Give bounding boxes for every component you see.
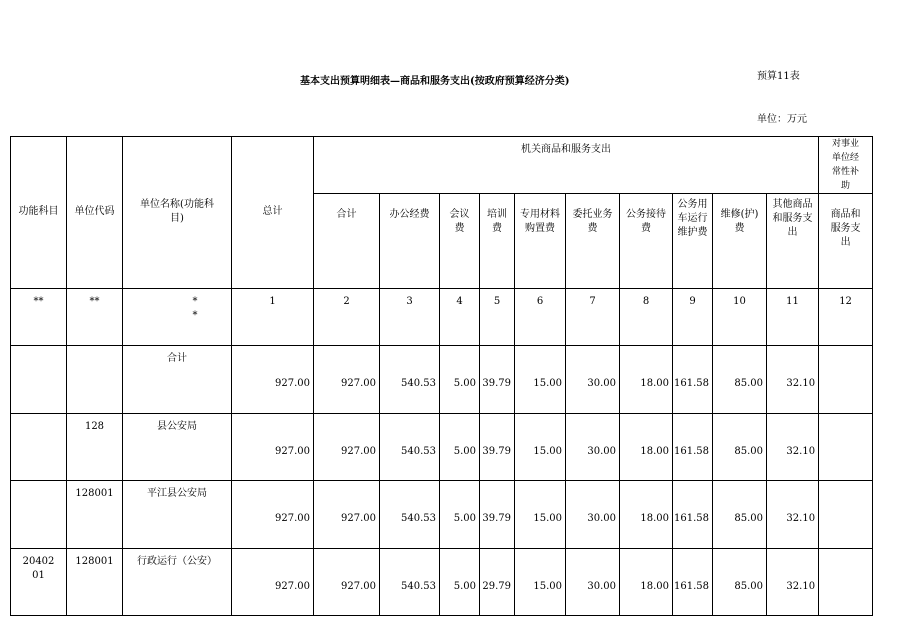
cell-total: 927.00 — [232, 481, 314, 548]
cell-name: 平江县公安局 — [123, 481, 232, 548]
index-cell: 12 — [819, 288, 873, 345]
cell-total: 927.00 — [232, 548, 314, 615]
index-cell: 11 — [767, 288, 819, 345]
cell-commission: 30.00 — [566, 548, 620, 615]
header-unit-name — [123, 137, 232, 289]
index-star-2: * — [192, 309, 198, 321]
cell-func — [11, 413, 67, 480]
index-cell — [123, 288, 232, 345]
cell-office: 540.53 — [380, 346, 440, 413]
header-meeting-text: 会议费 — [449, 209, 470, 235]
cell-subsidy — [819, 548, 873, 615]
index-cell: 4 — [440, 288, 480, 345]
header-subsidy — [819, 194, 873, 289]
header-repair — [713, 194, 767, 289]
cell-other: 32.10 — [767, 413, 819, 480]
cell-name: 合计 — [123, 346, 232, 413]
cell-subsidy — [819, 346, 873, 413]
cell-meeting: 5.00 — [440, 413, 480, 480]
table-row — [11, 548, 873, 615]
table-row — [11, 481, 873, 548]
cell-vehicle: 161.58 — [673, 413, 713, 480]
index-cell: 8 — [620, 288, 673, 345]
cell-reception: 18.00 — [620, 548, 673, 615]
header-other — [767, 194, 819, 289]
cell-func — [11, 548, 67, 615]
cell-commission: 30.00 — [566, 481, 620, 548]
index-row — [11, 288, 873, 345]
cell-commission: 30.00 — [566, 346, 620, 413]
cell-repair: 85.00 — [713, 548, 767, 615]
cell-subsidy — [819, 413, 873, 480]
cell-reception: 18.00 — [620, 481, 673, 548]
cell-commission: 30.00 — [566, 413, 620, 480]
header-repair-text: 维修(护)费 — [720, 209, 759, 235]
table-row — [11, 346, 873, 413]
header-func-subject: 功能科目 — [11, 137, 67, 289]
cell-subtotal: 927.00 — [314, 413, 380, 480]
index-cell: 1 — [232, 288, 314, 345]
header-total: 总计 — [232, 137, 314, 289]
header-subsidy-text: 商品和服务支出 — [830, 209, 861, 249]
cell-code: 128001 — [67, 481, 123, 548]
header-other-text: 其他商品和服务支出 — [772, 199, 813, 239]
report-code: 预算11表 — [757, 71, 800, 82]
header-commission-text: 委托业务费 — [572, 209, 613, 235]
cell-subsidy — [819, 481, 873, 548]
cell-materials: 15.00 — [515, 413, 566, 480]
cell-repair: 85.00 — [713, 346, 767, 413]
cell-reception: 18.00 — [620, 413, 673, 480]
index-cell: ** — [11, 288, 67, 345]
cell-code: 128001 — [67, 548, 123, 615]
cell-other: 32.10 — [767, 346, 819, 413]
cell-vehicle: 161.58 — [673, 346, 713, 413]
header-vehicle-text: 公务用车运行维护费 — [677, 199, 708, 239]
header-reception-text: 公务接待费 — [626, 209, 666, 235]
cell-other: 32.10 — [767, 548, 819, 615]
cell-other: 32.10 — [767, 481, 819, 548]
cell-office: 540.53 — [380, 548, 440, 615]
header-meeting — [440, 194, 480, 289]
cell-total: 927.00 — [232, 413, 314, 480]
header-group-office: 机关商品和服务支出 — [314, 137, 819, 194]
header-materials — [515, 194, 566, 289]
header-subtotal: 合计 — [314, 194, 380, 289]
header-materials-text: 专用材料购置费 — [520, 209, 560, 235]
header-reception — [620, 194, 673, 289]
index-cell: 10 — [713, 288, 767, 345]
cell-func — [11, 346, 67, 413]
cell-code: 128 — [67, 413, 123, 480]
cell-materials: 15.00 — [515, 548, 566, 615]
index-cell: 7 — [566, 288, 620, 345]
cell-vehicle: 161.58 — [673, 548, 713, 615]
cell-office: 540.53 — [380, 413, 440, 480]
cell-training: 29.79 — [480, 548, 515, 615]
cell-vehicle: 161.58 — [673, 481, 713, 548]
unit-label: 单位：万元 — [757, 114, 807, 125]
cell-meeting: 5.00 — [440, 481, 480, 548]
header-group-subsidy — [819, 137, 873, 194]
index-star-1: * — [192, 295, 198, 307]
cell-repair: 85.00 — [713, 413, 767, 480]
header-unit-name-text: 单位名称(功能科目) — [140, 199, 214, 225]
cell-materials: 15.00 — [515, 346, 566, 413]
header-commission — [566, 194, 620, 289]
header-office: 办公经费 — [380, 194, 440, 289]
header-training — [480, 194, 515, 289]
cell-office: 540.53 — [380, 481, 440, 548]
index-cell: 5 — [480, 288, 515, 345]
cell-reception: 18.00 — [620, 346, 673, 413]
header-training-text: 培训费 — [487, 209, 507, 235]
cell-func — [11, 481, 67, 548]
budget-table — [10, 136, 873, 616]
table-row — [11, 413, 873, 480]
cell-subtotal: 927.00 — [314, 346, 380, 413]
cell-func-text: 2040201 — [22, 555, 55, 581]
cell-training: 39.79 — [480, 413, 515, 480]
index-cell: 9 — [673, 288, 713, 345]
index-cell: 3 — [380, 288, 440, 345]
cell-meeting: 5.00 — [440, 548, 480, 615]
cell-subtotal: 927.00 — [314, 481, 380, 548]
cell-code — [67, 346, 123, 413]
index-cell: 2 — [314, 288, 380, 345]
cell-total: 927.00 — [232, 346, 314, 413]
header-group-subsidy-text: 对事业单位经常性补助 — [832, 139, 860, 191]
cell-name: 行政运行（公安） — [123, 548, 232, 615]
index-cell: ** — [67, 288, 123, 345]
header-unit-code: 单位代码 — [67, 137, 123, 289]
cell-name: 县公安局 — [123, 413, 232, 480]
header-vehicle — [673, 194, 713, 289]
index-cell: 6 — [515, 288, 566, 345]
report-title: 基本支出预算明细表—商品和服务支出(按政府预算经济分类) — [300, 76, 570, 87]
cell-materials: 15.00 — [515, 481, 566, 548]
cell-repair: 85.00 — [713, 481, 767, 548]
cell-training: 39.79 — [480, 481, 515, 548]
cell-meeting: 5.00 — [440, 346, 480, 413]
cell-training: 39.79 — [480, 346, 515, 413]
cell-subtotal: 927.00 — [314, 548, 380, 615]
